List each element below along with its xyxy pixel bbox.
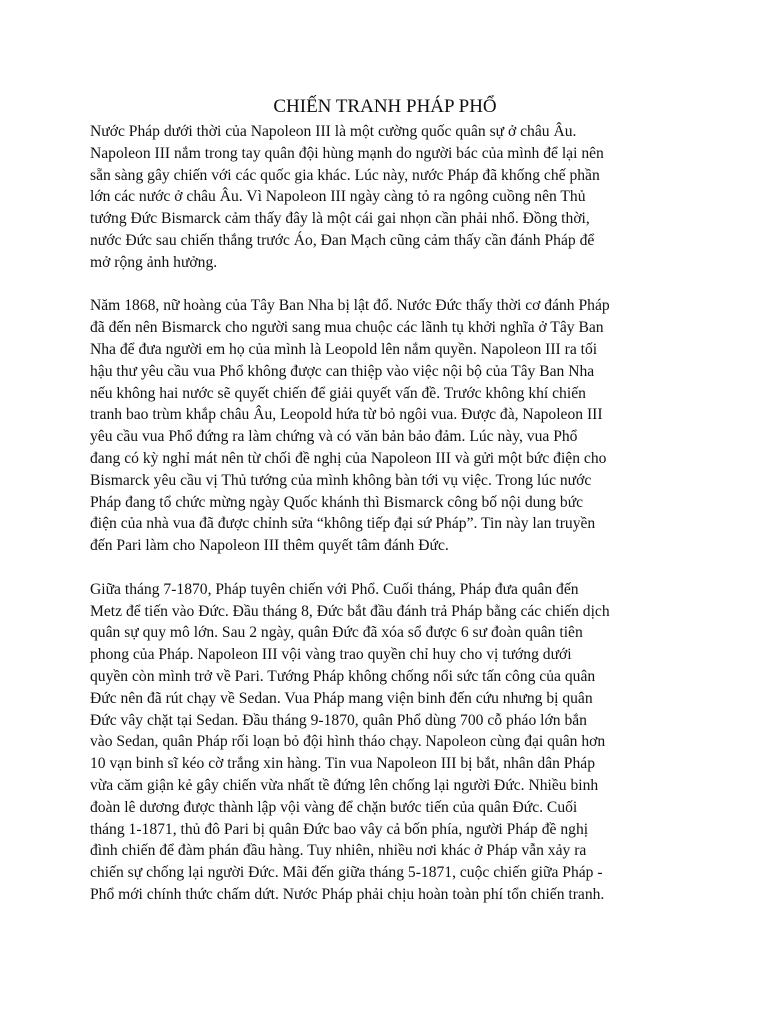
document-page xyxy=(90,95,680,927)
document-title: CHIẾN TRANH PHÁP PHỔ xyxy=(273,96,497,117)
paragraph-1: Nước Pháp dưới thời của Napoleon III là một cường quốc quân sự ở châu Âu. Napoleon III nắm trong tay quân đội hùng mạnh do người bác của mình để lại nên sẵn sàng gây chiến với các quốc gia khác. Lúc này, nước Pháp đã khống chế phần lớn các nước ở châu Âu. Vì Napoleon III ngày càng tỏ ra ngông cuồng nên Thủ tướng Đức Bismarck cảm thấy đây là một cái gai nhọn cần phải nhổ. Đồng thời, nước Đức sau chiến thắng trước Áo, Đan Mạch cũng cảm thấy cần đánh Pháp để mở rộng ảnh hưởng. xyxy=(90,123,604,271)
paragraph-3: Giữa tháng 7-1870, Pháp tuyên chiến với Phổ. Cuối tháng, Pháp đưa quân đến Metz để tiến vào Đức. Đầu tháng 8, Đức bắt đầu đánh trả Pháp bằng các chiến dịch quân sự quy mô lớn. Sau 2 ngày, quân Đức đã xóa sổ được 6 sư đoàn quân tiên phong của Pháp. Napoleon III vội vàng trao quyền chỉ huy cho vị tướng dưới quyền còn mình trở về Pari. Tướng Pháp không chống nổi sức tấn công của quân Đức nên đã rút chạy về Sedan. Vua Pháp mang viện binh đến cứu nhưng bị quân Đức vây chặt tại Sedan. Đầu tháng 9-1870, quân Phổ dùng 700 cỗ pháo lớn bắn vào Sedan, quân Pháp rối loạn bỏ đội hình tháo chạy. Napoleon cùng đại quân hơn 10 vạn binh sĩ kéo cờ trắng xin hàng. Tin vua Napoleon III bị bắt, nhân dân Pháp vừa căm giận kẻ gây chiến vừa nhất tề đứng lên chống lại người Đức. Nhiều binh đoàn lê dương được thành lập vội vàng để chặn bước tiến của quân Đức. Cuối tháng 1-1871, thủ đô Pari bị quân Đức bao vây cả bốn phía, người Pháp đề nghị đình chiến để đàm phán đầu hàng. Tuy nhiên, nhiều nơi khác ở Pháp vẫn xảy ra chiến sự chống lại người Đức. Mãi đến giữa tháng 5-1871, cuộc chiến giữa Pháp - Phổ mới chính thức chấm dứt. Nước Pháp phải chịu hoàn toàn phí tổn chiến tranh. xyxy=(90,580,610,903)
paragraph-2: Năm 1868, nữ hoàng của Tây Ban Nha bị lật đổ. Nước Đức thấy thời cơ đánh Pháp đã đến nên Bismarck cho người sang mua chuộc các lãnh tụ khởi nghĩa ở Tây Ban Nha để đưa người em họ của mình là Leopold lên nắm quyền. Napoleon III ra tối hậu thư yêu cầu vua Phổ không được can thiệp vào việc nội bộ của Tây Ban Nha nếu không hai nước sẽ quyết chiến để giải quyết vấn đề. Trước không khí chiến tranh bao trùm khắp châu Âu, Leopold hứa từ bỏ ngôi vua. Được đà, Napoleon III yêu cầu vua Phổ đứng ra làm chứng và có văn bản bảo đảm. Lúc này, vua Phổ đang có kỳ nghỉ mát nên từ chối đề nghị của Napoleon III và gửi một bức điện cho Bismarck yêu cầu vị Thủ tướng của mình không bàn tới vụ việc. Trong lúc nước Pháp đang tổ chức mừng ngày Quốc khánh thì Bismarck công bố nội dung bức điện của nhà vua đã được chỉnh sửa “không tiếp đại sứ Pháp”. Tin này lan truyền đến Pari làm cho Napoleon III thêm quyết tâm đánh Đức. xyxy=(90,297,610,555)
